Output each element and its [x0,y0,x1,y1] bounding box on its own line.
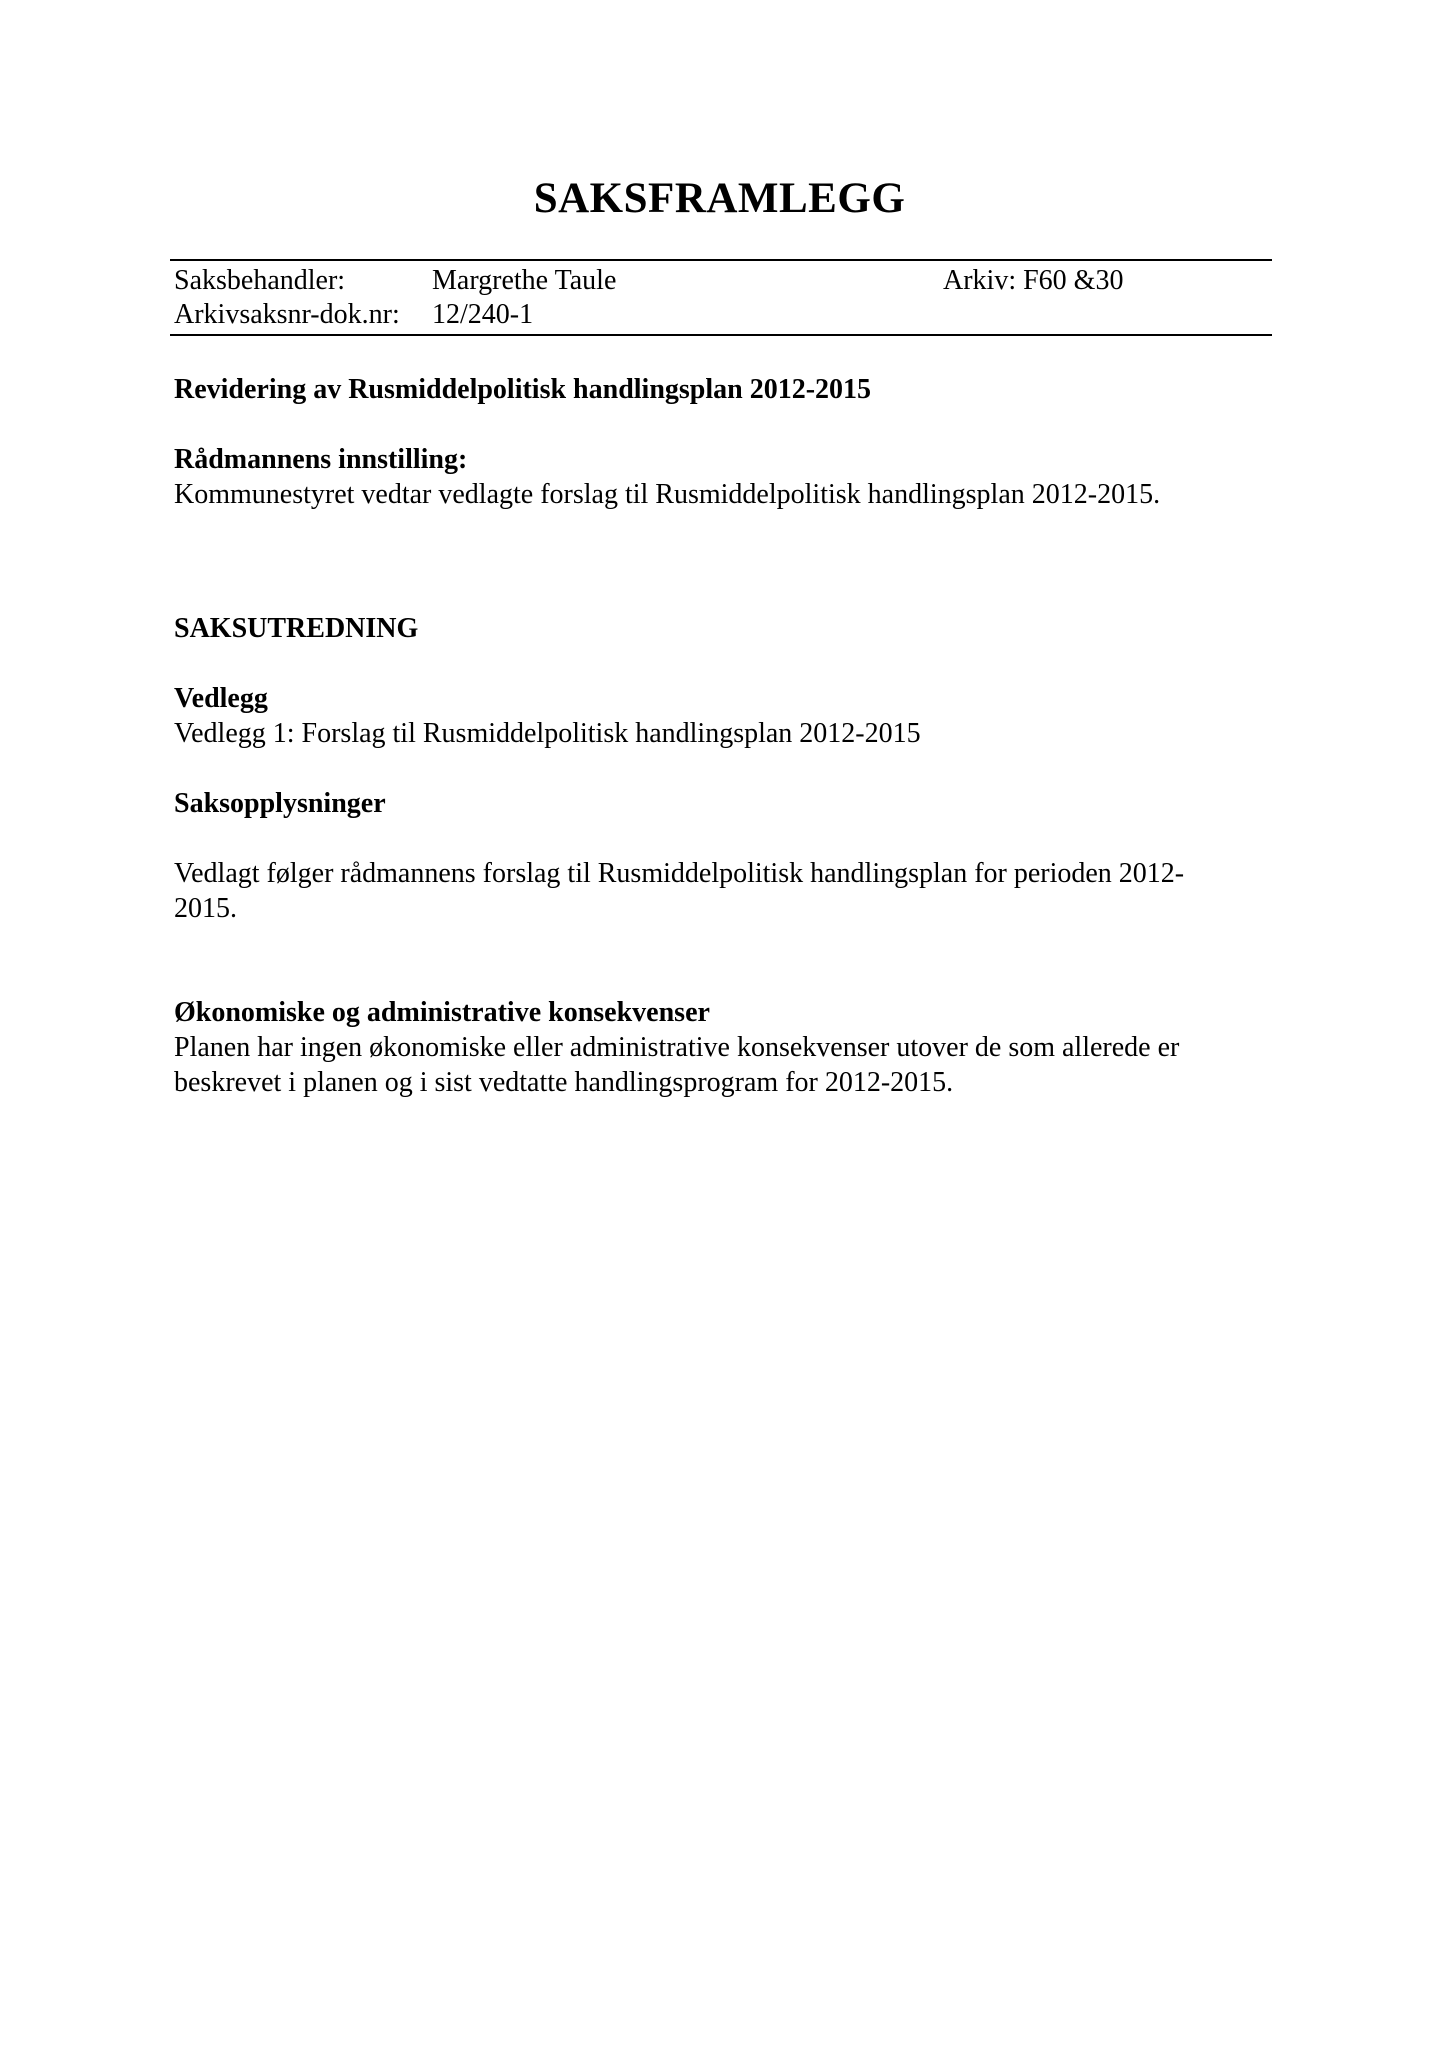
saksbehandler-value: Margrethe Taule [432,265,617,296]
arkivsaksnr-value: 12/240-1 [432,299,534,330]
vedlegg-text: Vedlegg 1: Forslag til Rusmiddelpolitisk handlingsplan 2012-2015 [174,718,921,749]
case-title: Revidering av Rusmiddelpolitisk handlingsplan 2012-2015 [174,374,872,405]
saksutredning-heading: SAKSUTREDNING [174,613,419,644]
saksopplysninger-heading: Saksopplysninger [174,788,386,819]
arkivsaksnr-label: Arkivsaksnr-dok.nr: [174,299,400,330]
konsekvenser-heading: Økonomiske og administrative konsekvenser [174,997,710,1028]
document-title: SAKSFRAMLEGG [533,175,906,222]
saksopplysninger-text: Vedlagt følger rådmannens forslag til Rusmiddelpolitisk handlingsplan for perioden 2012-2015. [174,858,1185,924]
konsekvenser-text: Planen har ingen økonomiske eller administrative konsekvenser utover de som allerede er beskrevet i planen og i sist vedtatte handlingsprogram for 2012-2015. [174,1032,1180,1098]
header-bottom-rule [170,334,1272,336]
vedlegg-heading: Vedlegg [174,683,268,714]
header-top-rule [170,259,1272,261]
radmannens-innstilling-text: Kommunestyret vedtar vedlagte forslag til Rusmiddelpolitisk handlingsplan 2012-2015. [174,479,1161,510]
saksbehandler-label: Saksbehandler: [174,265,346,296]
radmannens-innstilling-heading: Rådmannens innstilling: [174,444,468,475]
arkiv-code: Arkiv: F60 &30 [943,265,1124,296]
